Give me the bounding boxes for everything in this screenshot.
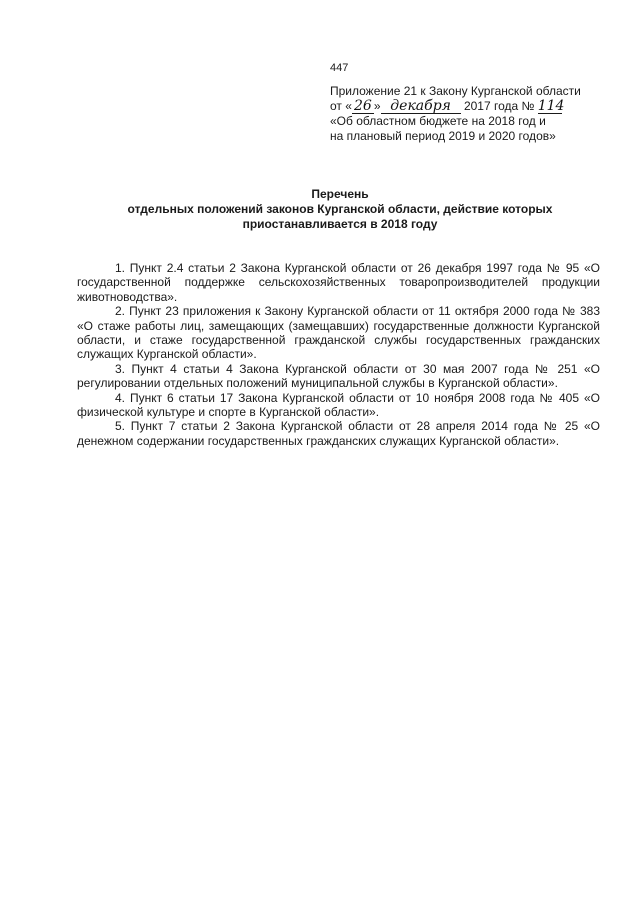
handwritten-day: 26: [352, 100, 374, 114]
handwritten-law-number: 114: [537, 98, 565, 114]
title-line-1: Перечень: [311, 187, 369, 201]
appendix-line-4: на плановый период 2019 и 2020 годов»: [330, 129, 556, 143]
list-item: 1. Пункт 2.4 статьи 2 Закона Курганской области от 26 декабря 1997 года № 95 «О государственной поддержке сельскохозяйственных товаропроизводителей продукции животноводства».: [77, 261, 600, 304]
appendix-day-close: »: [373, 99, 381, 113]
appendix-header: [330, 84, 620, 144]
appendix-line-3: «Об областном бюджете на 2018 год и: [330, 114, 546, 128]
list-item: 3. Пункт 4 статьи 4 Закона Курганской области от 30 мая 2007 года № 251 «О регулировании отдельных положений муниципальной службы в Курганской области».: [77, 361, 600, 391]
provisions-list: [77, 261, 600, 448]
appendix-line-2: [330, 99, 620, 114]
list-item: 5. Пункт 7 статьи 2 Закона Курганской области от 28 апреля 2014 года № 25 «О денежном содержании государственных гражданских служащих Курганской области».: [77, 419, 600, 448]
appendix-from-prefix: от «: [330, 99, 352, 113]
title-line-2: отдельных положений законов Курганской области, действие которых: [127, 202, 553, 216]
list-item: 2. Пункт 23 приложения к Закону Курганской области от 11 октября 2000 года № 383 «О стаже работы лиц, замещающих (замещавших) государственные должности Курганской области, и стаже государственной гражданской службы государственных гражданских служащих Курганской области».: [77, 304, 600, 362]
list-item: 4. Пункт 6 статьи 17 Закона Курганской области от 10 ноября 2008 года № 405 «О физической культуре и спорте в Курганской области».: [77, 390, 600, 420]
document-title: [60, 187, 620, 232]
page-number: 447: [330, 62, 349, 74]
handwritten-month: декабря: [381, 100, 461, 114]
appendix-year-text: 2017 года №: [463, 99, 535, 113]
title-line-3: приостанавливается в 2018 году: [242, 217, 438, 231]
appendix-line-1: Приложение 21 к Закону Курганской области: [330, 84, 581, 98]
